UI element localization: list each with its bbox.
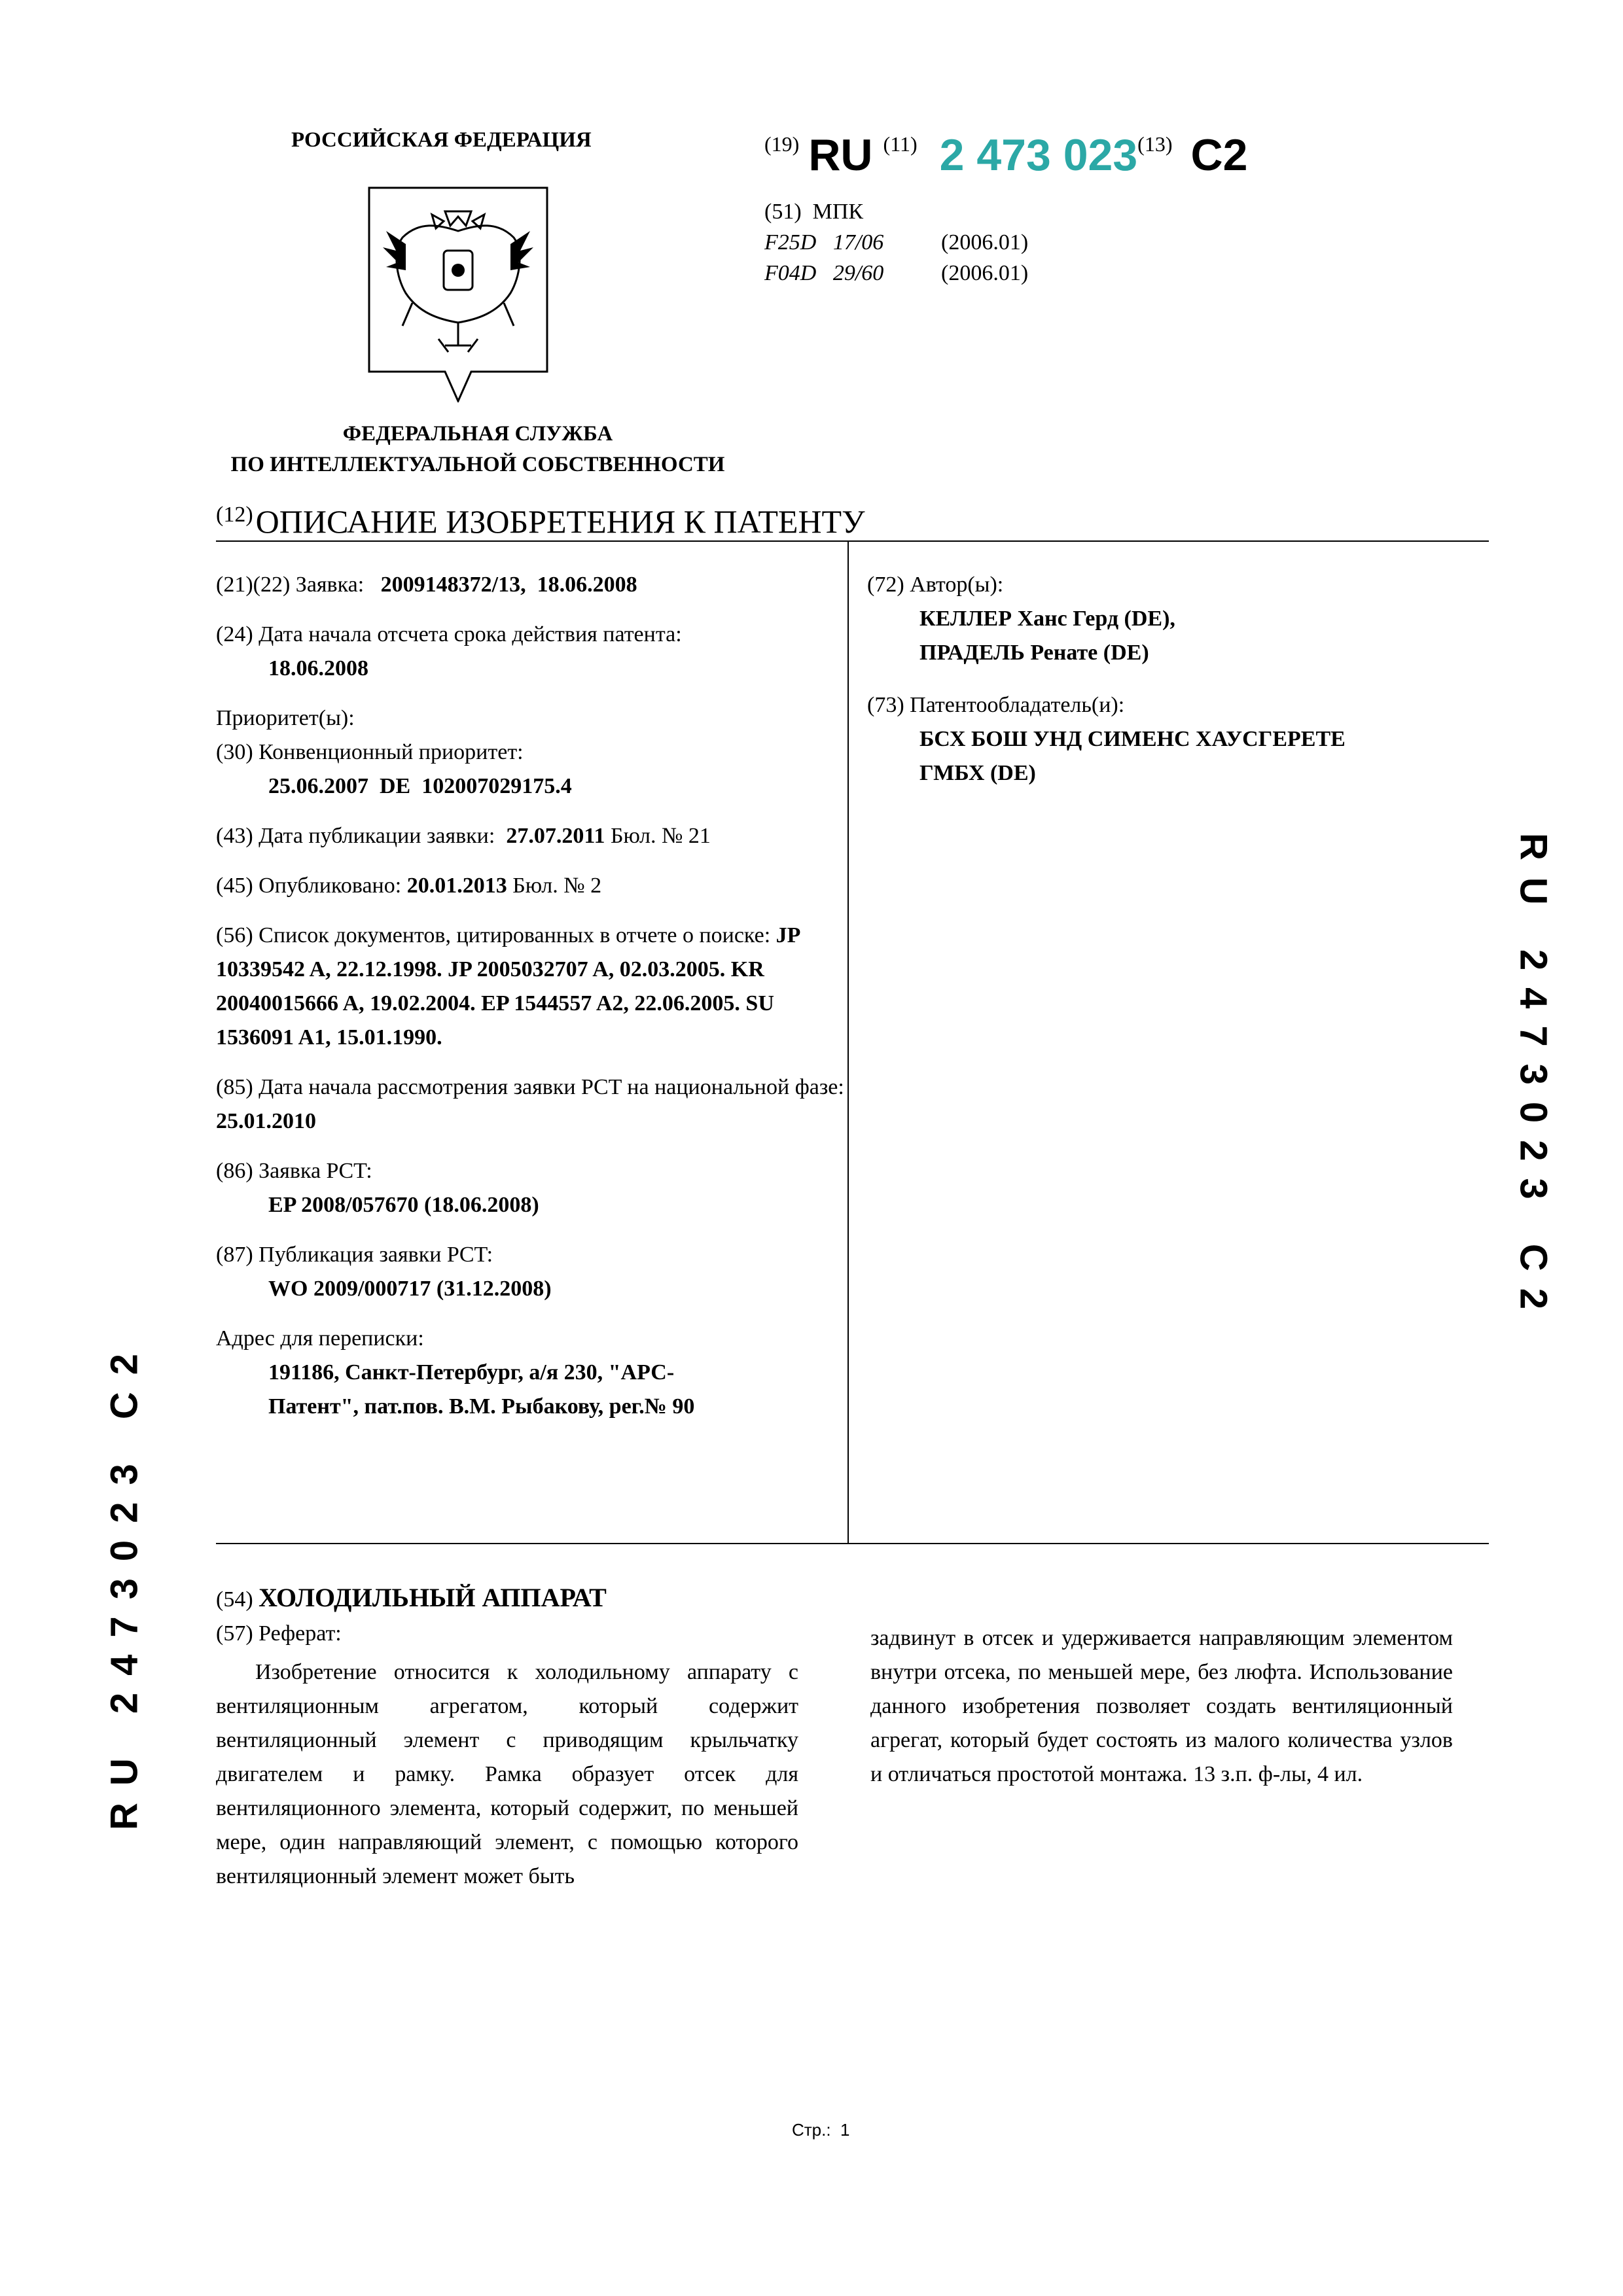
author: КЕЛЛЕР Ханс Герд (DE), [919, 607, 1175, 631]
code-13: (13) [1137, 132, 1173, 156]
address-label: Адрес для переписки: [216, 1326, 424, 1351]
invention-title-text: ХОЛОДИЛЬНЫЙ АППАРАТ [259, 1583, 607, 1612]
field-21-22 [216, 568, 844, 602]
abstract-column-1: Изобретение относится к холодильному аппарату с вентиляционным агрегатом, который содержит вентиляционный элемент с приводящим крыльчатку двигателем и рамку. Рамка образует отсек для вентиляционного элемента, который содержит, по меньшей мере, один направляющий элемент, с помощью которого вентиляционный элемент может быть [216, 1660, 798, 1888]
country-code: RU [808, 130, 873, 180]
field-value: JP 10339542 A, 22.12.1998. JP 2005032707 A, 02.03.2005. KR 20040015666 A, 19.02.2004. EP 1544557 A2, 22.06.2005. SU 1536091 A1, 15.01.1990. [216, 923, 800, 1050]
field-label: (85) Дата начала рассмотрения заявки PCT на национальной фазе: [216, 1075, 844, 1099]
field-label: (43) Дата публикации заявки: [216, 824, 495, 848]
code-19: (19) [764, 132, 800, 156]
field-value: 25.01.2010 [216, 1109, 316, 1133]
patentee: БСХ БОШ УНД СИМЕНС ХАУСГЕРЕТЕ [919, 727, 1346, 751]
field-43 [216, 819, 844, 853]
side-patent-number-left: RU 2473023 C2 [103, 1337, 146, 1830]
ipc-version: (2006.01) [941, 230, 1029, 255]
field-73 [867, 688, 1495, 790]
code-11: (11) [883, 132, 918, 156]
field-label: (73) Патентообладатель(и): [867, 693, 1125, 717]
field-30 [216, 735, 844, 804]
priority-label: Приоритет(ы): [216, 706, 355, 730]
field-label: (21)(22) Заявка: [216, 573, 365, 597]
bulletin: Бюл. № 21 [610, 824, 711, 848]
field-value: 27.07.2011 [506, 824, 605, 848]
side-patent-number-right: RU 2473023 C2 [1512, 833, 1555, 1326]
address-line: Патент", пат.пов. В.М. Рыбакову, рег.№ 90 [268, 1394, 695, 1419]
field-86 [216, 1154, 844, 1222]
document-title-text: ОПИСАНИЕ ИЗОБРЕТЕНИЯ К ПАТЕНТУ [255, 503, 865, 540]
patent-number-line [764, 130, 1247, 195]
field-value: 18.06.2008 [268, 656, 368, 680]
column-divider [847, 542, 849, 1543]
patent-number: 2 473 023 [939, 130, 1138, 180]
ipc-classification [764, 196, 1028, 289]
field-85 [216, 1070, 844, 1139]
document-title [216, 503, 865, 540]
abstract-label: (57) Реферат: [216, 1621, 342, 1646]
field-value: 2009148372/13, 18.06.2008 [380, 573, 637, 597]
ipc-version: (2006.01) [941, 261, 1029, 285]
ipc-row [764, 258, 1028, 289]
field-value: EP 2008/057670 (18.06.2008) [268, 1193, 539, 1217]
ipc-class: F25D 17/06 [764, 230, 884, 255]
kind-code: C2 [1190, 130, 1248, 180]
field-value: WO 2009/000717 (31.12.2008) [268, 1277, 552, 1301]
code-54: (54) [216, 1587, 253, 1612]
author: ПРАДЕЛЬ Ренате (DE) [919, 641, 1149, 665]
field-label: (72) Автор(ы): [867, 573, 1004, 597]
field-label: (30) Конвенционный приоритет: [216, 740, 524, 764]
field-value: 20.01.2013 [406, 874, 507, 898]
field-87 [216, 1238, 844, 1306]
ipc-row [764, 227, 1028, 258]
field-value: 25.06.2007 DE 102007029175.4 [268, 774, 572, 798]
field-45 [216, 869, 844, 903]
agency-line-2: ПО ИНТЕЛЛЕКТУАЛЬНОЙ СОБСТВЕННОСТИ [230, 453, 725, 476]
field-label: (56) Список документов, цитированных в отчете о поиске: [216, 923, 771, 947]
patentee: ГМБХ (DE) [919, 761, 1036, 785]
coat-of-arms-emblem [366, 185, 550, 402]
ipc-class: F04D 29/60 [764, 261, 884, 285]
field-label: (86) Заявка PCT: [216, 1159, 372, 1183]
divider-top [216, 540, 1489, 542]
address-line: 191186, Санкт-Петербург, а/я 230, "АРС- [268, 1360, 675, 1385]
invention-title [216, 1582, 607, 1613]
code-12: (12) [216, 503, 253, 527]
federation-name: РОССИЙСКАЯ ФЕДЕРАЦИЯ [291, 128, 592, 152]
agency-name [196, 419, 759, 480]
divider-bottom [216, 1543, 1489, 1544]
field-label: (45) Опубликовано: [216, 874, 402, 898]
bibliographic-left [216, 568, 844, 1439]
field-56 [216, 919, 844, 1055]
field-label: (87) Публикация заявки PCT: [216, 1243, 493, 1267]
ipc-label: (51) МПК [764, 200, 864, 224]
field-24 [216, 618, 844, 686]
bibliographic-right [867, 568, 1495, 809]
address [216, 1322, 844, 1424]
field-72 [867, 568, 1495, 670]
page-number: Стр.: 1 [792, 2120, 850, 2140]
abstract-column-2: задвинут в отсек и удерживается направляющим элементом внутри отсека, по меньшей мере, без люфта. Использование данного изобретения позволяет создать вентиляционный агрегат, который будет состоять из малого количества узлов и отличаться простотой монтажа. 13 з.п. ф-лы, 4 ил. [870, 1626, 1453, 1786]
field-label: (24) Дата начала отсчета срока действия патента: [216, 622, 682, 646]
bulletin: Бюл. № 2 [512, 874, 602, 898]
agency-line-1: ФЕДЕРАЛЬНАЯ СЛУЖБА [342, 422, 613, 446]
